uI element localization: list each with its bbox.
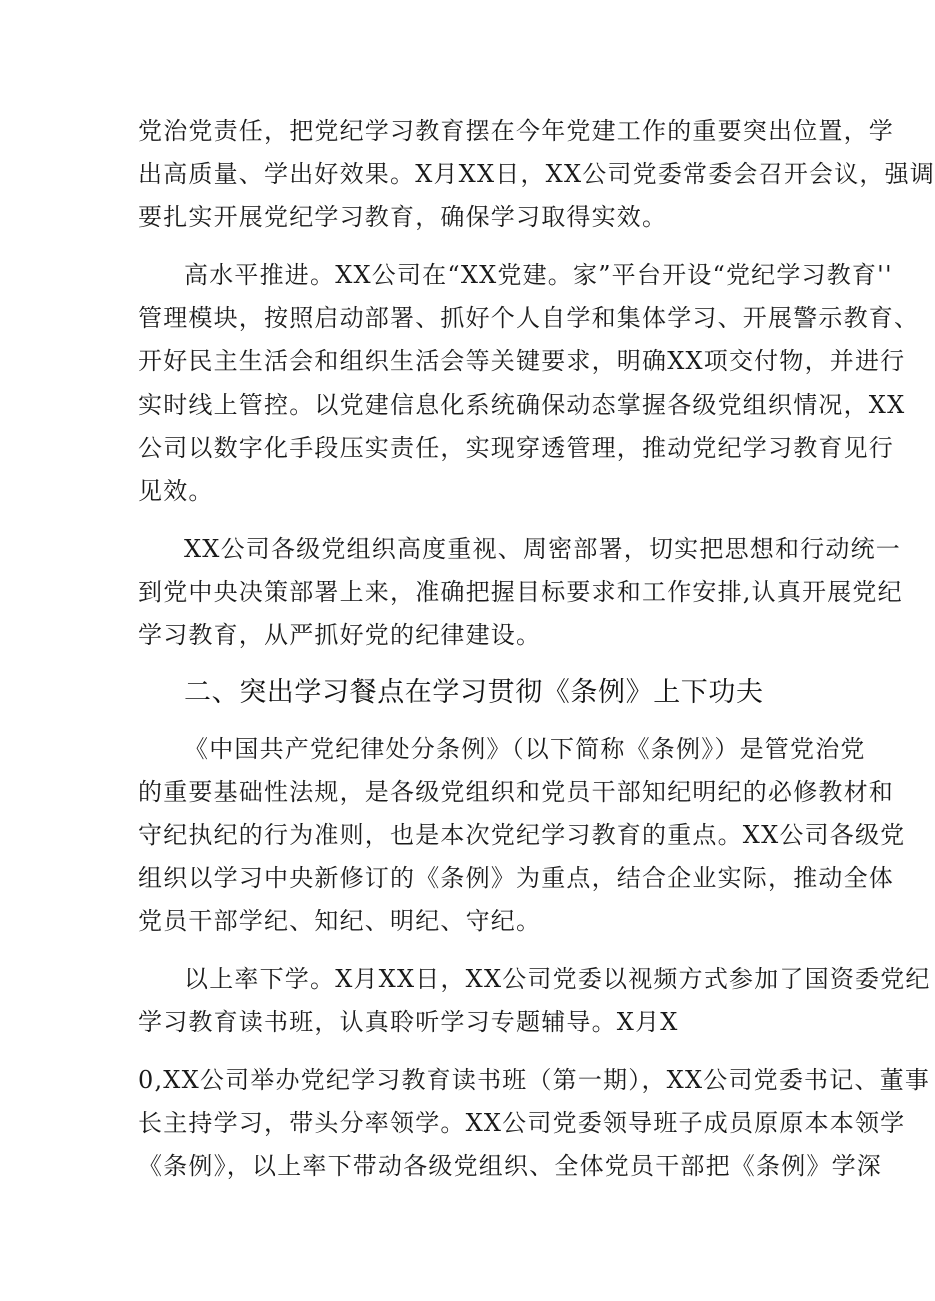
paragraph-line: 0,XX公司举办党纪学习教育读书班（第一期），XX公司党委书记、董事 [138,1066,931,1094]
paragraph-line: 以上率下学。X月XX日，XX公司党委以视频方式参加了国资委党纪 [184,965,931,993]
paragraph-line: 学习教育，从严抓好党的纪律建设。 [138,621,542,649]
paragraph-line: 党员干部学纪、知纪、明纪、守纪。 [138,907,542,935]
paragraph-line: 实时线上管控。以党建信息化系统确保动态掌握各级党组织情况，XX [138,391,906,419]
paragraph-line: 的重要基础性法规，是各级党组织和党员干部知纪明纪的必修教材和 [138,778,894,806]
paragraph-line: 学习教育读书班，认真聆听学习专题辅导。X月X [138,1008,679,1036]
paragraph-line: 组织以学习中央新修订的《条例》为重点，结合企业实际，推动全体 [138,864,894,892]
paragraph-line: 高水平推进。XX公司在“XX党建。家”平台开设“党纪学习教育'' [184,261,893,289]
paragraph-line: 公司以数字化手段压实责任，实现穿透管理，推动党纪学习教育见行 [138,434,894,462]
paragraph-line: 《中国共产党纪律处分条例》（以下简称《条例》）是管党治党 [184,735,866,763]
paragraph-line: 出高质量、学出好效果。X月XX日，XX公司党委常委会召开会议，强调 [138,160,935,188]
paragraph-line: 《条例》，以上率下带动各级党组织、全体党员干部把《条例》学深 [138,1152,882,1180]
paragraph-line: 长主持学习，带头分率领学。XX公司党委领导班子成员原原本本领学 [138,1109,906,1137]
paragraph-line: 管理模块，按照启动部署、抓好个人自学和集体学习、开展警示教育、 [138,304,920,332]
paragraph-line: XX公司各级党组织高度重视、周密部署，切实把思想和行动统一 [184,535,901,563]
section-heading: 二、突出学习餐点在学习贯彻《条例》上下功夫 [184,677,764,708]
paragraph-line: 到党中央决策部署上来，准确把握目标要求和工作安排,认真开展党纪 [138,578,903,606]
paragraph-line: 党治党责任，把党纪学习教育摆在今年党建工作的重要突出位置，学 [138,117,894,145]
paragraph-line: 守纪执纪的行为准则，也是本次党纪学习教育的重点。XX公司各级党 [138,821,906,849]
paragraph-line: 开好民主生活会和组织生活会等关键要求，明确XX项交付物，并进行 [138,347,906,375]
paragraph-line: 要扎实开展党纪学习教育，确保学习取得实效。 [138,203,668,231]
paragraph-line: 见效。 [138,477,214,505]
